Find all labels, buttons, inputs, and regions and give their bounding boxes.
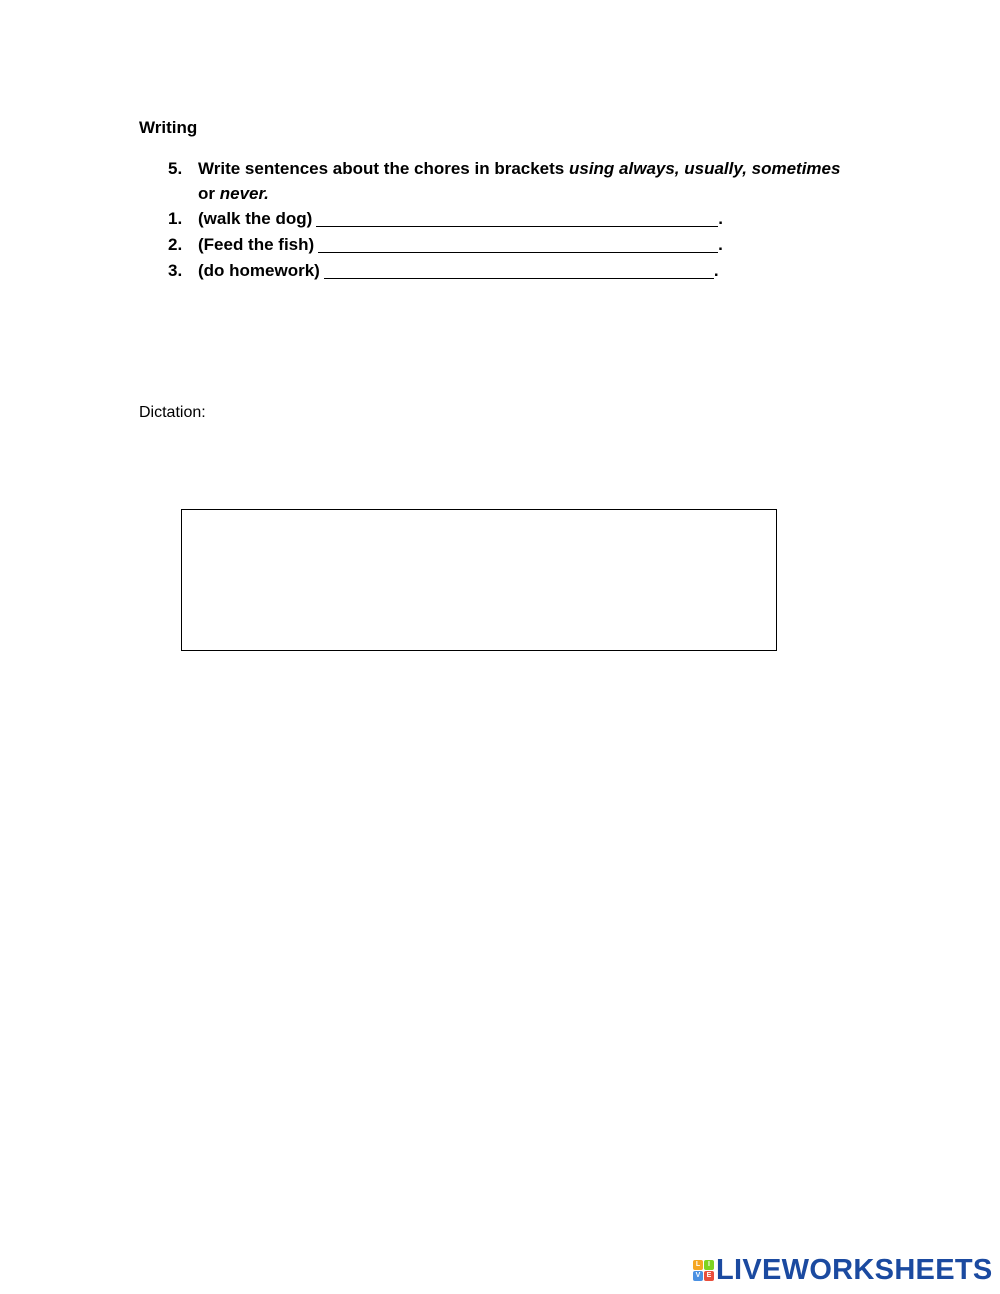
task-continuation-plain: or [198, 184, 220, 203]
item-number: 2. [168, 235, 183, 254]
answer-blank[interactable] [318, 235, 718, 253]
list-item [168, 258, 868, 284]
item-end: . [718, 235, 723, 254]
task-text [198, 156, 840, 181]
task-text-plain: Write sentences about the chores in brackets [198, 159, 569, 178]
task-text-italic: using always, usually, sometimes [568, 159, 841, 178]
writing-task [168, 156, 868, 284]
answer-blank[interactable] [324, 261, 714, 279]
task-number: 5. [168, 159, 183, 178]
task-continuation-italic: never. [219, 184, 269, 203]
item-prompt: (walk the dog) [198, 209, 313, 228]
task-instruction [168, 156, 868, 181]
item-prompt: (do homework) [198, 261, 320, 280]
logo-mark-tile: E [704, 1271, 714, 1281]
logo-mark-icon [693, 1260, 714, 1281]
writing-heading: Writing [139, 118, 198, 137]
logo-text: LIVEWORKSHEETS [716, 1254, 993, 1286]
item-end: . [718, 209, 724, 228]
list-item [168, 206, 868, 232]
logo-mark-tile: L [693, 1260, 703, 1270]
dictation-label: Dictation: [139, 404, 206, 421]
logo-mark-tile: I [704, 1260, 714, 1270]
list-item [168, 232, 868, 258]
item-prompt: (Feed the fish) [198, 235, 315, 254]
item-end: . [713, 261, 719, 280]
dictation-answer-box[interactable] [181, 509, 777, 651]
item-number: 3. [168, 261, 183, 280]
logo-mark-tile: V [693, 1271, 703, 1281]
liveworksheets-logo [693, 1255, 993, 1285]
answer-blank[interactable] [316, 209, 718, 227]
task-continuation [168, 181, 868, 206]
item-number: 1. [168, 209, 183, 228]
